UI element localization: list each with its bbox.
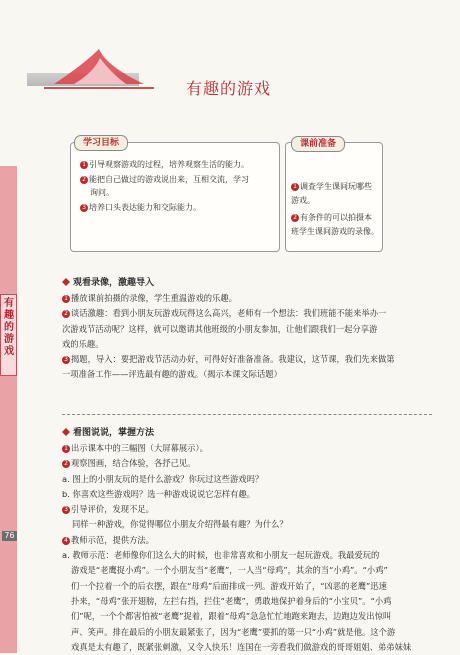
number-badge: 2: [80, 176, 88, 184]
section-heading: 看图说说，掌握方法: [62, 427, 447, 440]
text-line: 一项准备工作——评选最有趣的游戏。（揭示本课文际话题）: [62, 369, 282, 380]
text-line: 戏的乐趣。: [62, 338, 104, 349]
diamond-bullet-icon: [62, 428, 70, 436]
section-watch-video: [62, 277, 447, 383]
section-divider: [62, 414, 432, 415]
number-badge: 4: [62, 537, 70, 545]
text-line: 3 引导评价，发现不足。: [62, 502, 447, 517]
text-line: 4 教师示范，提供方法。: [62, 533, 447, 548]
number-badge: 1: [80, 161, 88, 169]
text-line: 2 谈话激趣：看到小朋友玩游戏玩得这么高兴，老师有一个想法：我们班能不能来举办一: [62, 306, 447, 321]
objective-item: 2 能把自己做过的游戏说出来，互相交流，学习 询问。: [80, 173, 276, 199]
page-number: 76: [2, 531, 17, 541]
objectives-list: [80, 158, 276, 216]
text-line: b. 你喜欢这些游戏吗？选一种游戏说说它怎样有趣。: [62, 488, 256, 499]
preparation-tag: 课前准备: [291, 136, 345, 152]
side-chapter-label: 有趣的游戏: [4, 298, 14, 357]
text-line: 3 揭题，导入：要把游戏节活动办好，可得好好准备准备。我建议，这节课，我们先来做第: [62, 352, 447, 367]
number-badge: 2: [62, 310, 70, 318]
text-line: 同样一种游戏，你觉得哪位小朋友介绍得最有趣？为什么？: [72, 519, 288, 530]
text-line: 游戏是“老鹰捉小鸡”。一个小朋友当“老鹰”，一人当“母鸡”，其余的当“小鸡”。“小鸡”: [71, 565, 388, 576]
text-line: 1 播放课前拍摄的录像，学生重温游戏的乐趣。: [62, 291, 447, 306]
text-line: 们一个拉着一个的后衣摆，跟在“母鸡”后面排成一列。游戏开始了，“凶恶的老鹰”迅速: [71, 580, 387, 591]
number-badge: 3: [62, 506, 70, 514]
text-line: 扑来，“母鸡”张开翅膀，左拦右挡，拦住“老鹰”，勇敢地保护着身后的“小宝贝”。“小鸡: [71, 595, 392, 606]
header-swoosh-icon: [44, 44, 154, 94]
side-strip: [0, 166, 17, 653]
number-badge: 2: [62, 460, 70, 468]
objective-item: 1 引导观察游戏的过程，培养观察生活的能力。: [80, 158, 276, 171]
section-look-and-talk: [62, 427, 447, 655]
number-badge: 1: [62, 295, 70, 303]
side-chapter-tab: [0, 294, 17, 376]
objectives-tag: 学习目标: [74, 135, 128, 151]
number-badge: 3: [80, 204, 88, 212]
preparation-list: [291, 180, 379, 242]
text-line: 们”呢，一个个都害怕被“老鹰”捉着，跟着“母鸡”急急忙忙地跑来跑去，边跑边发出惊叫: [71, 611, 392, 622]
text-line: 声、笑声。排在最后的小朋友最紧张了，因为“老鹰”要抓的第一只“小鸡”就是他。这个游: [71, 626, 396, 637]
number-badge: 2: [291, 214, 299, 222]
text-line: 1 出示课本中的三幅图（大屏幕展示）。: [62, 441, 447, 456]
number-badge: 1: [291, 183, 299, 191]
text-line: 戏真是太有趣了，既紧张刺激，又令人快乐！连国在一旁看我们做游戏的哥哥姐姐、弟弟妹妹: [71, 641, 412, 652]
text-line: 次游戏节活动呢？这样，就可以邀请其他班级的小朋友参加，让他们跟我们一起分享游: [62, 323, 378, 334]
number-badge: 3: [62, 356, 70, 364]
objective-item: 3 培养口头表达能力和交际能力。: [80, 201, 276, 214]
section-heading: 观看录像，激趣导入: [62, 277, 447, 290]
number-badge: 1: [62, 445, 70, 453]
text-line: 2 观察图画，结合体验，各抒己见。: [62, 456, 447, 471]
diamond-bullet-icon: [62, 278, 70, 286]
text-line: a. 教师示范：老师像你们这么大的时候，也非常喜欢和小朋友一起玩游戏。我最爱玩的: [62, 550, 380, 561]
page-title: 有趣的游戏: [186, 79, 272, 98]
text-line: a. 图上的小朋友玩的是什么游戏？你玩过这些游戏吗？: [62, 473, 264, 484]
preparation-item: 1 调查学生课间玩哪些 游戏。: [291, 182, 372, 205]
preparation-item: 2 有条件的可以拍摄本 班学生课间游戏的录像。: [291, 213, 379, 236]
